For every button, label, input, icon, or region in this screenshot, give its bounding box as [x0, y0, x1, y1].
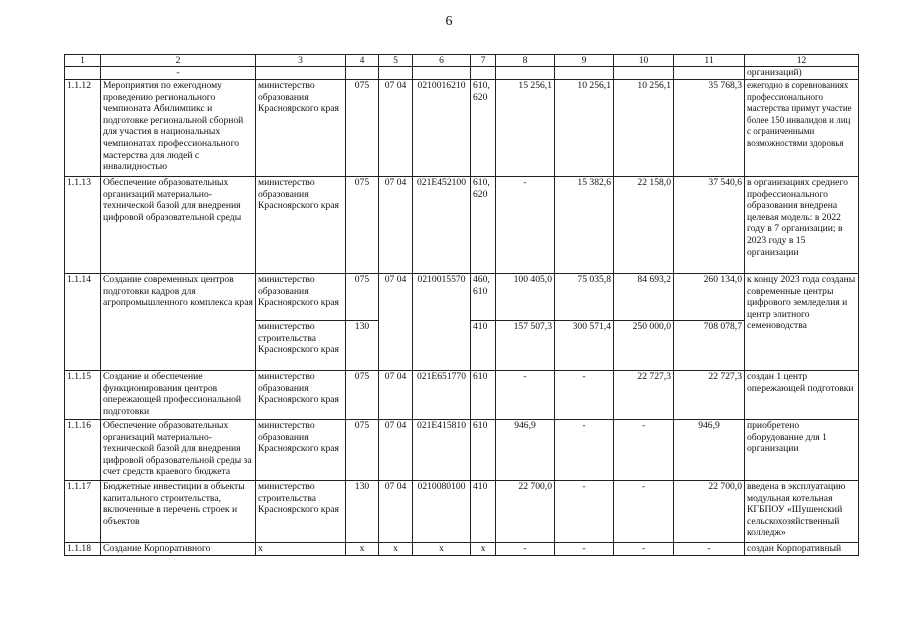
header-cell: 12 — [745, 55, 859, 67]
cell-vr: 410 — [471, 321, 496, 371]
cell-total: 35 768,3 — [674, 80, 745, 177]
cell-ministry: министерство образования Красноярского края — [256, 371, 346, 420]
header-cell: 2 — [101, 55, 256, 67]
cell-number: 1.1.18 — [65, 543, 101, 556]
cell-grbs: 130 — [346, 321, 379, 371]
header-cell: 8 — [496, 55, 555, 67]
cell-csr: 021E452100 — [413, 177, 471, 274]
cell-name: Мероприятия по ежегодному проведению регионального чемпионата Абилимпикс и подготовке региональной сборной для участия в национальных чемпионатах профессионального мастерства для людей с инвалидностью — [101, 80, 256, 177]
table-row — [65, 420, 859, 481]
header-row — [65, 55, 859, 67]
cell-number: 1.1.15 — [65, 371, 101, 420]
cell-result: в организациях среднего профессионального образования внедрена целевая модель: в 2022 году в 7 организации; в 2023 году в 15 организации — [745, 177, 859, 274]
cell-total: 260 134,0 — [674, 274, 745, 321]
cell-ministry: министерство строительства Красноярского края — [256, 321, 346, 371]
cell-result: приобретено оборудование для 1 организации — [745, 420, 859, 481]
cell-result: ежегодно в соревнованиях профессионального мастерства примут участие более 150 инвалидов и лиц с ограниченными возможностями здоровья — [745, 80, 859, 177]
cell-result: к концу 2023 года созданы современные центры цифрового земледелия и центр элитного семеноводства — [745, 274, 859, 371]
cell-name: Создание современных центров подготовки кадров для агропромышленного комплекса края — [101, 274, 256, 371]
cell-2022: 15 256,1 — [496, 80, 555, 177]
cell-total: 37 540,6 — [674, 177, 745, 274]
cell-name: Бюджетные инвестиции в объекты капитального строительства, включенные в перечень строек и объектов — [101, 481, 256, 543]
table-row-continuation — [65, 67, 859, 80]
cell-ministry: министерство образования Красноярского края — [256, 177, 346, 274]
cell-number: 1.1.16 — [65, 420, 101, 481]
cell-grbs: 075 — [346, 371, 379, 420]
cell-grbs: 075 — [346, 274, 379, 321]
cell-2023: - — [555, 481, 614, 543]
cell-2024: 84 693,2 — [614, 274, 674, 321]
cell-name: Обеспечение образовательных организаций материально-технической базой для внедрения цифровой образовательной среды за счет средств краевого бюджета — [101, 420, 256, 481]
table-row — [65, 481, 859, 543]
cell-rzpr: х — [379, 543, 413, 556]
table-row — [65, 274, 859, 321]
cell-2022: - — [496, 543, 555, 556]
cell-2024: 22 158,0 — [614, 177, 674, 274]
cell-vr: 610, 620 — [471, 80, 496, 177]
cell-ministry: министерство образования Красноярского края — [256, 420, 346, 481]
cell-name: Обеспечение образовательных организаций материально-технической базой для внедрения цифровой образовательной среды — [101, 177, 256, 274]
cell-number: 1.1.14 — [65, 274, 101, 371]
cell-csr: 0210080100 — [413, 481, 471, 543]
page-number: 6 — [445, 14, 453, 29]
cell-vr: 410 — [471, 481, 496, 543]
budget-table — [64, 54, 859, 556]
cell-2023: 15 382,6 — [555, 177, 614, 274]
cell-ministry: министерство образования Красноярского края — [256, 274, 346, 321]
cell-2023: - — [555, 371, 614, 420]
cell-dash: - — [101, 67, 256, 80]
cell-total: 708 078,7 — [674, 321, 745, 371]
cell-ministry: министерство образования Красноярского края — [256, 80, 346, 177]
cell-vr: 460, 610 — [471, 274, 496, 321]
cell-rzpr: 07 04 — [379, 481, 413, 543]
header-cell: 1 — [65, 55, 101, 67]
cell-2024: - — [614, 481, 674, 543]
table-row — [65, 177, 859, 274]
cell-csr: 021E651770 — [413, 371, 471, 420]
cell-csr: 0210016210 — [413, 80, 471, 177]
cell-total: 22 727,3 — [674, 371, 745, 420]
table-row — [65, 80, 859, 177]
cell-total: 22 700,0 — [674, 481, 745, 543]
cell-result: создан 1 центр опережающей подготовки — [745, 371, 859, 420]
cell-2022: - — [496, 177, 555, 274]
cell-result: организаций) — [745, 67, 859, 80]
cell-2024: - — [614, 543, 674, 556]
cell-csr: х — [413, 543, 471, 556]
cell-grbs: 075 — [346, 420, 379, 481]
cell-2024: 22 727,3 — [614, 371, 674, 420]
cell-number: 1.1.17 — [65, 481, 101, 543]
cell-name: Создание и обеспечение функционирования центров опережающей профессиональной подготовки — [101, 371, 256, 420]
cell-result: создан Корпоративный — [745, 543, 859, 556]
cell-csr: 021E415810 — [413, 420, 471, 481]
header-cell: 3 — [256, 55, 346, 67]
cell-rzpr: 07 04 — [379, 274, 413, 371]
cell-csr: 0210015570 — [413, 274, 471, 371]
cell-vr: х — [471, 543, 496, 556]
cell-2023: 10 256,1 — [555, 80, 614, 177]
table-row — [65, 371, 859, 420]
cell-rzpr: 07 04 — [379, 80, 413, 177]
cell-grbs: 130 — [346, 481, 379, 543]
cell-rzpr: 07 04 — [379, 420, 413, 481]
cell-result: введена в эксплуатацию модульная котельная КГБПОУ «Шушенский сельскохозяйственный колледж» — [745, 481, 859, 543]
cell-ministry: министерство строительства Красноярского края — [256, 481, 346, 543]
cell-2022: 157 507,3 — [496, 321, 555, 371]
cell-2023: - — [555, 543, 614, 556]
cell-2023: 300 571,4 — [555, 321, 614, 371]
cell-2023: - — [555, 420, 614, 481]
cell-grbs: х — [346, 543, 379, 556]
cell-ministry: х — [256, 543, 346, 556]
cell-2023: 75 035,8 — [555, 274, 614, 321]
cell-vr: 610, 620 — [471, 177, 496, 274]
cell-2024: - — [614, 420, 674, 481]
cell-grbs: 075 — [346, 177, 379, 274]
cell-name: Создание Корпоративного — [101, 543, 256, 556]
cell-number: 1.1.12 — [65, 80, 101, 177]
cell-2022: 22 700,0 — [496, 481, 555, 543]
header-cell: 5 — [379, 55, 413, 67]
cell-grbs: 075 — [346, 80, 379, 177]
header-cell: 6 — [413, 55, 471, 67]
cell-vr: 610 — [471, 420, 496, 481]
cell-2024: 10 256,1 — [614, 80, 674, 177]
cell-2022: - — [496, 371, 555, 420]
cell-vr: 610 — [471, 371, 496, 420]
header-cell: 7 — [471, 55, 496, 67]
cell-2022: 946,9 — [496, 420, 555, 481]
cell-2024: 250 000,0 — [614, 321, 674, 371]
header-cell: 9 — [555, 55, 614, 67]
cell-number: 1.1.13 — [65, 177, 101, 274]
header-cell: 10 — [614, 55, 674, 67]
cell-rzpr: 07 04 — [379, 371, 413, 420]
cell-total: - — [674, 543, 745, 556]
cell-2022: 100 405,0 — [496, 274, 555, 321]
header-cell: 4 — [346, 55, 379, 67]
table-row — [65, 543, 859, 556]
header-cell: 11 — [674, 55, 745, 67]
cell-total: 946,9 — [674, 420, 745, 481]
cell-rzpr: 07 04 — [379, 177, 413, 274]
